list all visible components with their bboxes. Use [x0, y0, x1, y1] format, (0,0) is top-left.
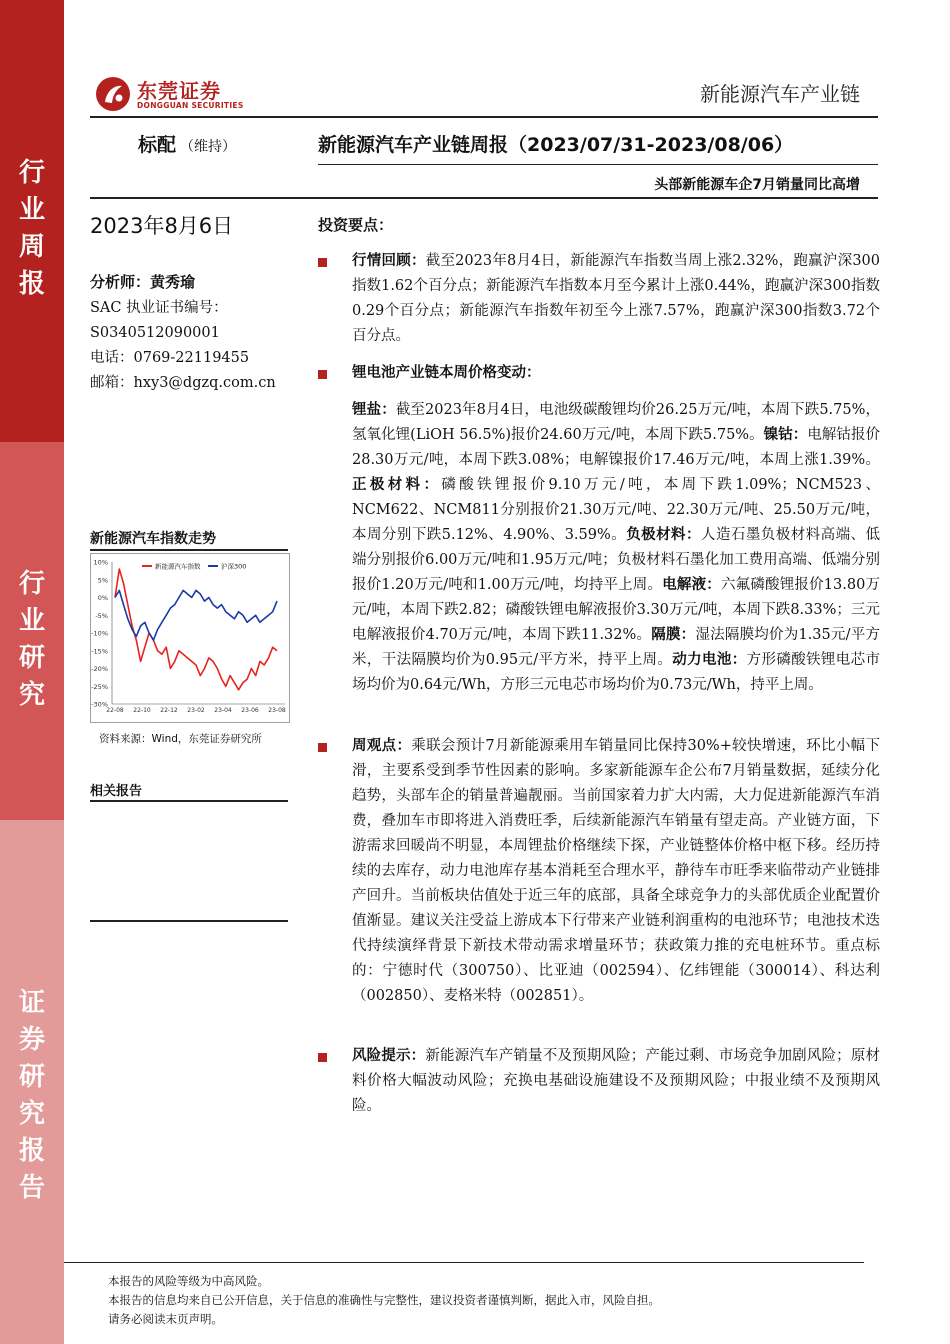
risk-text: 新能源汽车产销量不及预期风险；产能过剩、市场竞争加剧风险；原材料价格大幅波动风险；充换电基础设施建设不及预期风险；中报业绩不及预期风险。 [352, 1048, 880, 1114]
side-label-char: 报 [18, 269, 45, 299]
company-logo [95, 74, 245, 114]
side-label-char: 券 [18, 1025, 45, 1055]
footer-disclaimer: 本报告的信息均来自已公开信息，关于信息的准确性与完整性，建议投资者谨慎判断，据此入市，风险自担。 [108, 1293, 660, 1307]
price-category-label: 电解液： [662, 577, 721, 593]
side-label-char: 究 [18, 1099, 45, 1129]
y-tick-label: 5% [97, 576, 108, 585]
x-tick-label: 23-04 [214, 707, 232, 714]
index-trend-chart [90, 553, 290, 723]
related-divider [90, 800, 288, 802]
weekly-view-label: 周观点： [352, 738, 412, 754]
side-label-char: 行 [18, 569, 45, 599]
side-label-char: 报 [18, 1136, 45, 1166]
price-change-paragraph [352, 398, 880, 698]
logo-mark-icon [95, 76, 131, 112]
x-tick-label: 23-02 [187, 707, 205, 714]
logo-cn-text: 东莞证券 [137, 79, 221, 103]
risk-label: 风险提示： [352, 1048, 426, 1064]
y-tick-label: 0% [97, 594, 108, 602]
x-tick-label: 22-12 [160, 707, 178, 714]
risk-paragraph [352, 1044, 880, 1119]
price-category-label: 负极材料： [626, 527, 701, 543]
price-category-label: 动力电池： [672, 652, 747, 668]
y-tick-label: -15% [91, 647, 108, 656]
x-tick-label: 23-08 [268, 707, 286, 714]
rating [138, 130, 236, 157]
x-tick-label: 22-10 [133, 707, 151, 714]
market-review-label: 行情回顾： [352, 253, 426, 269]
price-category-label: 镍钴： [763, 427, 808, 443]
weekly-view-paragraph [352, 734, 880, 1009]
x-tick-label: 23-06 [241, 707, 259, 714]
weekly-view-text: 乘联会预计7月新能源乘用车销量同比保持30%+较快增速，环比小幅下滑，主要系受到季节性因素的影响。多家新能源车企公布7月销量数据，延续分化趋势，头部车企的销量普遍靓丽。当前国家着力扩大内需，大力促进新能源汽车消费，叠加车市即将进入消费旺季，后续新能源汽车销量有望走高。产业链方面，下游需求回暖尚不明显，本周锂盐价格继续下探，产业链整体价格中枢下移。经历持续的去库存，动力电池库存基本消耗至合理水平，静待车市旺季来临带动产业链排产回升。当前板块估值处于近三年的底部，具备全球竞争力的头部优质企业配置价值渐显。建议关注受益上游成本下行带来产业链利润重构的电池环节；电池技术迭代持续演绎背景下新技术带动需求增量环节；获政策力推的充电桩环节。重点标的：宁德时代（300750）、比亚迪（002594）、亿纬锂能（300014）、科达利（002850）、麦格米特（002851）。 [352, 738, 880, 1004]
sac-label: SAC 执业证书编号： [90, 300, 228, 316]
analyst-info [90, 270, 276, 396]
side-label-char: 业 [18, 606, 45, 636]
rating-note: （维持） [180, 139, 237, 155]
bullet-square-icon [318, 743, 327, 752]
price-category-text: 电解钴报价28.30万元/吨，本周下跌3.08%；电解镍报价17.46万元/吨，本周上涨1.39%。 [352, 427, 880, 468]
legend-label: 沪深300 [221, 562, 247, 571]
header-divider [90, 116, 878, 118]
legend-label: 新能源汽车指数 [155, 562, 201, 571]
footer-risk-level: 本报告的风险等级为中高风险。 [108, 1274, 269, 1288]
bullet-square-icon [318, 1053, 327, 1062]
price-category-text: 磷酸铁锂报价9.10万元/吨，本周下跌1.09%；NCM523、NCM622、NCM811分别报价21.30万元/吨、22.30万元/吨、25.50万元/吨，本周分别下跌5.12%、4.90%、3.59%。 [352, 477, 880, 543]
side-label-char: 告 [18, 1173, 45, 1203]
chart-frame [91, 554, 290, 723]
side-label-report [0, 985, 64, 1207]
side-label-char: 行 [18, 158, 45, 188]
subtitle-divider [90, 197, 878, 199]
price-category-text: 人造石墨负极材料高端、低端分别报价6.00万元/吨和1.95万元/吨；负极材料石墨化加工费用高端、低端分别报价1.20万元/吨和1.00万元/吨，均持平上周。 [352, 527, 881, 593]
chart-source: 资料来源：Wind，东莞证券研究所 [99, 733, 262, 745]
related-bottom-divider [90, 920, 288, 922]
price-change-heading [352, 361, 880, 386]
market-review-text: 截至2023年8月4日，新能源汽车指数当周上涨2.32%，跑赢沪深300指数1.62个百分点；新能源汽车指数本月至今累计上涨0.44%，跑赢沪深300指数0.29个百分点；新能源汽车指数年初至今上涨7.57%，跑赢沪深300指数3.72个百分点。 [352, 253, 881, 344]
price-category-text: 方形磷酸铁锂电芯市场均价为0.64元/Wh，方形三元电芯市场均价为0.73元/Wh，持平上周。 [352, 652, 881, 693]
analyst-name: 黄秀瑜 [150, 273, 196, 291]
title-divider [318, 164, 878, 165]
y-tick-label: -20% [91, 665, 108, 673]
price-category-text: 截至2023年8月4日，电池级碳酸锂均价26.25万元/吨，本周下跌5.75%，氢氧化锂(LiOH 56.5%)报价24.60万元/吨，本周下跌5.75%。 [352, 402, 881, 443]
bullet-square-icon [318, 370, 327, 379]
side-label-research [0, 566, 64, 714]
chart-title-divider [90, 549, 288, 551]
industry-name: 新能源汽车产业链 [700, 82, 860, 106]
side-label-char: 究 [18, 680, 45, 710]
side-label-char: 业 [18, 195, 45, 225]
market-review-paragraph [352, 249, 880, 349]
analyst-label: 分析师： [90, 273, 151, 291]
bullet-square-icon [318, 258, 327, 267]
price-category-text: 六氟磷酸锂报价13.80万元/吨，本周下跌2.82；磷酸铁锂电解液报价3.30万元/吨，本周下跌8.33%；三元电解液报价4.70万元/吨，本周下跌11.32%。 [352, 577, 881, 643]
side-label-weekly [0, 155, 64, 303]
price-category-text: 湿法隔膜均价为1.35元/平方米，干法隔膜均价为0.95元/平方米，持平上周。 [352, 627, 881, 668]
report-date: 2023年8月6日 [90, 214, 234, 238]
y-tick-label: 10% [93, 558, 108, 567]
side-label-char: 研 [18, 643, 45, 673]
chart-title: 新能源汽车指数走势 [90, 531, 216, 547]
analyst-email[interactable]: 邮箱：hxy3@dgzq.com.cn [90, 375, 276, 391]
price-category-label: 锂盐： [352, 402, 396, 418]
rating-value: 标配 [138, 134, 177, 156]
footer-read-notice: 请务必阅读末页声明。 [108, 1312, 223, 1326]
sac-number: S0340512090001 [90, 325, 220, 341]
price-category-label: 正极材料： [352, 477, 442, 493]
report-subtitle: 头部新能源车企7月销量同比高增 [654, 177, 860, 193]
side-label-char: 证 [18, 988, 45, 1018]
price-category-label: 隔膜： [651, 627, 696, 643]
analyst-phone: 电话：0769-22119455 [90, 350, 250, 366]
footer-divider [64, 1262, 864, 1263]
y-tick-label: -5% [95, 611, 108, 620]
y-tick-label: -30% [91, 700, 108, 709]
investment-highlights-heading: 投资要点： [318, 216, 394, 234]
side-label-char: 研 [18, 1062, 45, 1092]
logo-en-text: DONGGUAN SECURITIES [137, 101, 244, 110]
y-tick-label: -10% [91, 629, 108, 638]
footer [108, 1272, 660, 1329]
price-change-label: 锂电池产业链本周价格变动： [352, 365, 541, 381]
y-tick-label: -25% [91, 682, 108, 691]
related-reports-heading: 相关报告 [90, 784, 143, 799]
report-title: 新能源汽车产业链周报（2023/07/31-2023/08/06） [318, 134, 794, 156]
side-label-char: 周 [18, 232, 45, 262]
x-tick-label: 22-08 [106, 707, 124, 714]
